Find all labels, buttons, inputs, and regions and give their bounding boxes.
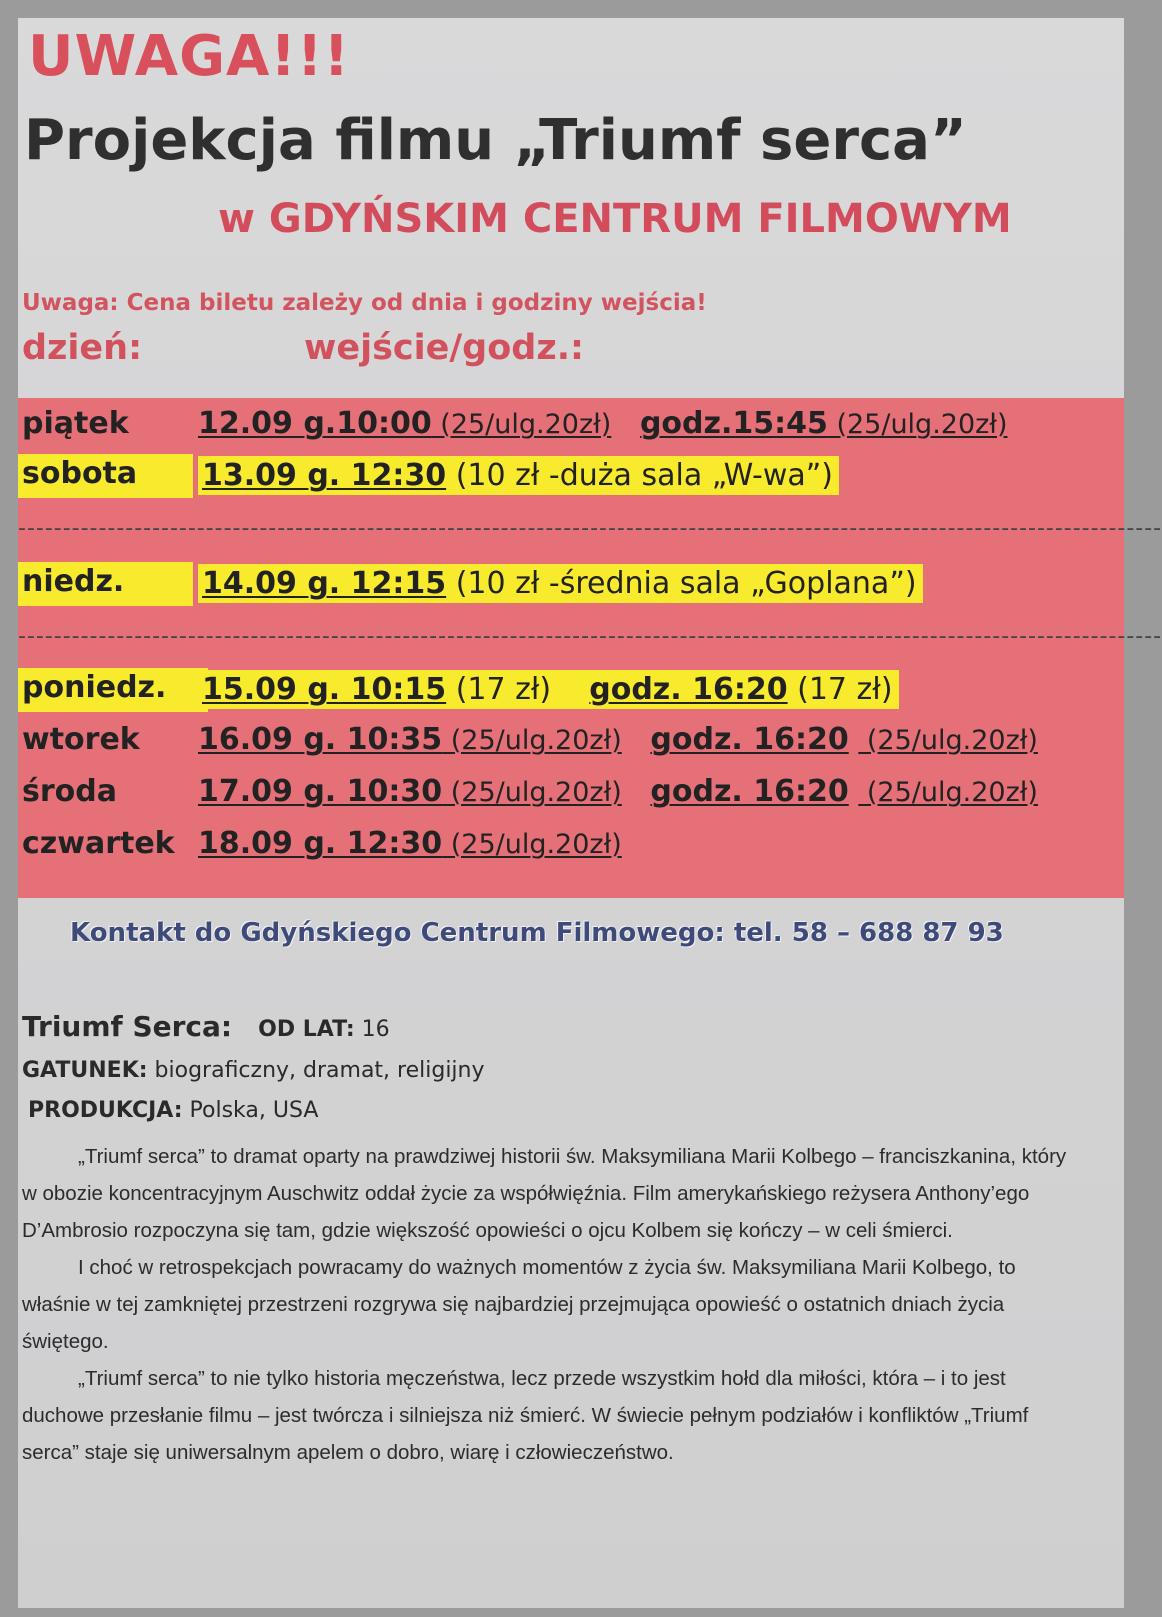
schedule-info: (10 zł -średnia sala „Goplana”) [446,566,917,601]
schedule-price-2: (25/ulg.20zł) [858,725,1038,756]
time-column-header: wejście/godz.: [304,328,584,368]
schedule-time: 17.09 g. 10:30 [198,774,443,809]
schedule-time: 13.09 g. 12:30 [202,458,447,493]
schedule-time: 16.09 g. 10:35 [198,722,443,757]
schedule-time-2: godz.15:45 [639,406,828,441]
schedule-times [198,774,1038,809]
poster [18,18,1162,1608]
genre-value: biograficzny, dramat, religijny [147,1058,485,1083]
description-paragraph: „Triumf serca” to dramat oparty na prawdziwej historii św. Maksymiliana Marii Kolbego – franciszkanina, który w obozie koncentracyjnym Auschwitz oddał życie za współwięźnia. Film amerykańskiego reżysera Anthony’ego D’Ambrosio rozpoczyna się tam, gdzie większość opowieści o ojcu Kolbem się kończy – w celi śmierci. [22,1145,1067,1242]
schedule-price-2: (25/ulg.20zł) [827,409,1008,440]
schedule-time-2: godz. 16:20 [589,672,788,707]
schedule-day: sobota [22,456,138,491]
contact-info: Kontakt do Gdyńskiego Centrum Filmowego: tel. 58 – 688 87 93 [70,918,1004,948]
schedule-times [198,722,1038,757]
genre-line [22,1058,485,1083]
venue-subtitle: w GDYŃSKIM CENTRUM FILMOWYM [218,196,1012,242]
film-title: Triumf Serca: [22,1010,233,1043]
schedule-day: środa [22,774,117,809]
schedule-day: czwartek [22,826,175,861]
description-paragraph: „Triumf serca” to nie tylko historia męczeństwa, lecz przede wszystkim hołd dla miłości, która – i to jest duchowe przesłanie filmu – jest twórcza i silniejsza niż śmierć. W świecie pełnym podziałów i konfliktów „Triumf serca” staje się uniwersalnym apelem o dobro, wiarę i człowieczeństwo. [22,1367,1029,1464]
schedule-times [198,456,839,495]
age-value: 16 [354,1017,390,1042]
schedule-price: (17 zł) [446,672,552,707]
day-column-header: dzień: [22,328,143,368]
schedule-time: 14.09 g. 12:15 [202,566,447,601]
schedule-times [198,406,1008,441]
schedule-info: (10 zł -duża sala „W-wa”) [446,458,834,493]
schedule-day: poniedz. [22,670,167,705]
schedule-price: (25/ulg.20zł) [431,409,612,440]
description-paragraph: I choć w retrospekcjach powracamy do ważnych momentów z życia św. Maksymiliana Marii Kolbego, to właśnie w tej zamkniętej przestrzeni rozgrywa się najbardziej przejmująca opowieść o ostatnich dniach życia świętego. [22,1256,1016,1353]
age-label: OD LAT: [258,1017,355,1042]
schedule-time: 18.09 g. 12:30 [198,826,443,861]
schedule-times [198,826,622,861]
genre-label: GATUNEK: [22,1058,148,1083]
schedule-time: 15.09 g. 10:15 [202,672,447,707]
schedule-day: niedz. [22,564,125,599]
schedule-day: wtorek [22,722,140,757]
separator-line: -------------------------------------------------------------------------------------------------------------------------------- [18,516,1162,541]
schedule-price: (25/ulg.20zł) [442,777,622,808]
schedule-time-2: godz. 16:20 [650,774,849,809]
schedule-price: (25/ulg.20zł) [442,829,622,860]
schedule-time: 12.09 g.10:00 [198,406,432,441]
separator-line: -------------------------------------------------------------------------------------------------------------------------------- [18,624,1162,649]
schedule-price-2: (25/ulg.20zł) [858,777,1038,808]
schedule-times [198,564,923,603]
schedule-price-2: (17 zł) [787,672,893,707]
price-note: Uwaga: Cena biletu zależy od dnia i godziny wejścia! [22,290,707,316]
schedule-day: piątek [22,406,129,441]
page-title: Projekcja filmu „Triumf serca” [24,108,967,173]
production-value: Polska, USA [182,1098,319,1123]
schedule-times [198,670,899,709]
film-info-heading [22,1010,390,1043]
production-label: PRODUKCJA: [28,1098,183,1123]
film-description [22,1138,1082,1471]
schedule-time-2: godz. 16:20 [650,722,849,757]
schedule-price: (25/ulg.20zł) [442,725,622,756]
alert-heading: UWAGA!!! [28,24,350,89]
production-line [28,1098,318,1123]
schedule-panel [18,398,1162,898]
